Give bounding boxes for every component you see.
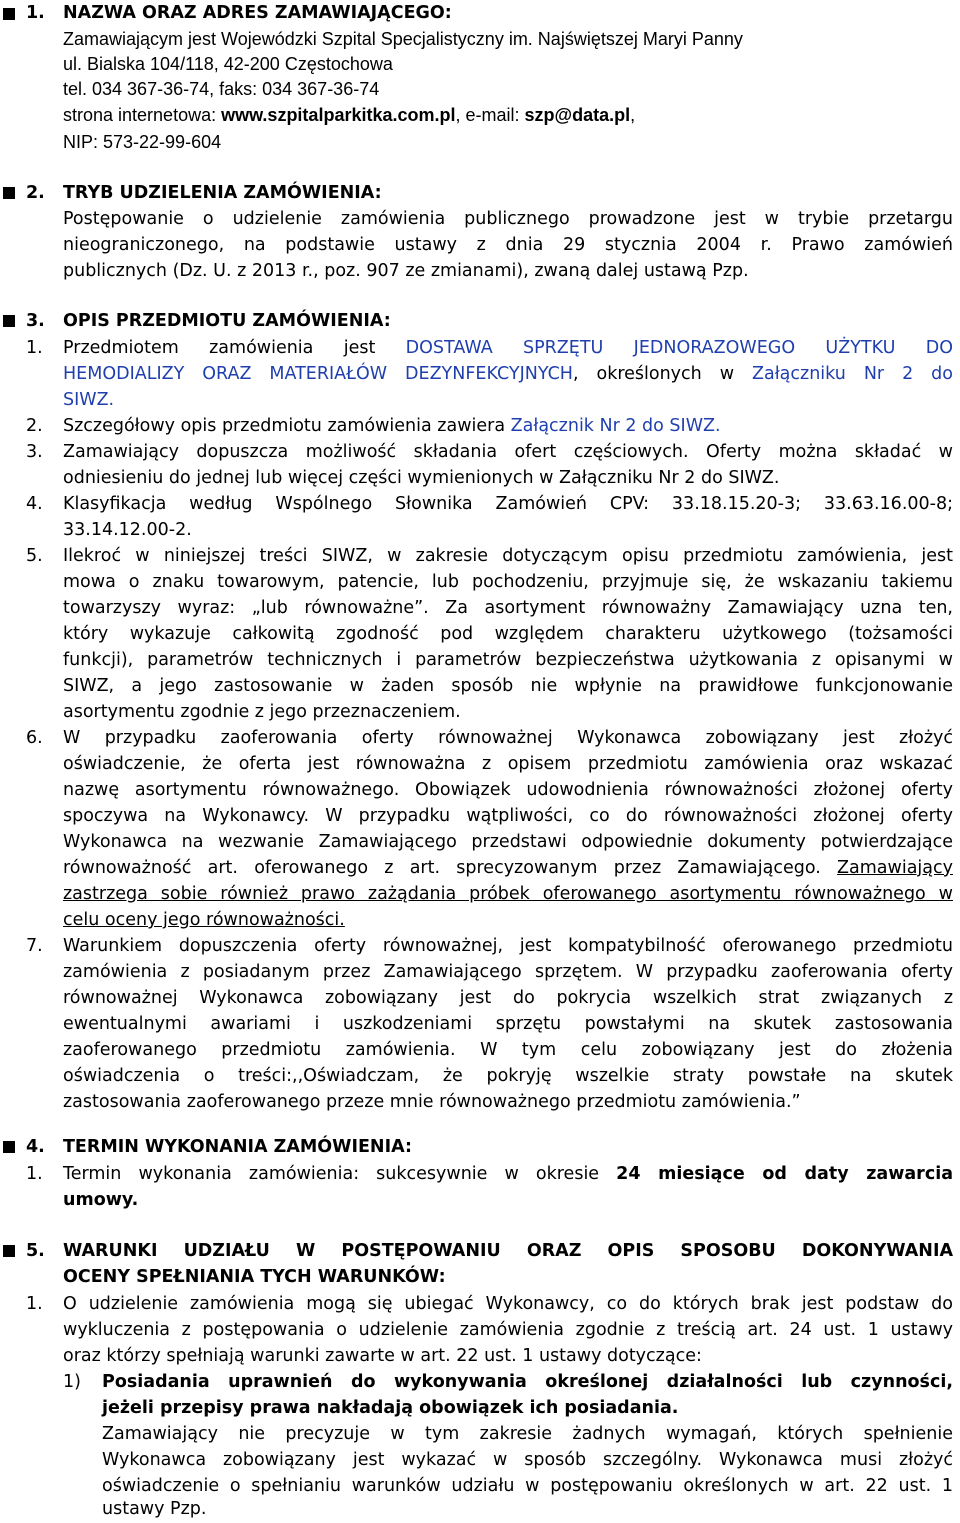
square-bullet-icon xyxy=(2,186,16,200)
bold-text: umowy. xyxy=(63,1190,139,1210)
paragraph-line xyxy=(63,361,953,387)
nip-line: NIP: 573-22-99-604 xyxy=(63,132,222,152)
subject-highlight: HEMODIALIZY ORAZ MATERIAŁÓW DEZYNFEKCYJNYCH xyxy=(63,364,573,384)
item-number: 7. xyxy=(26,936,43,956)
bold-text: jeżeli przepisy prawa nakładają obowiązek ich posiadania. xyxy=(102,1398,679,1418)
paragraph-line: spoczywa na Wykonawcy. W przypadku wątpliwości, co do równoważności złożonej oferty xyxy=(63,806,953,826)
section-5-title: OCENY SPEŁNIANIA TYCH WARUNKÓW: xyxy=(63,1267,446,1287)
text: równoważność art. oferowanego z art. sprecyzowanym przez Zamawiającego. xyxy=(63,858,838,878)
paragraph-line: ustawy Pzp. xyxy=(102,1499,207,1519)
paragraph-line: równoważnej Wykonawca zobowiązany jest do pokrycia wszelkich strat związanych z xyxy=(63,988,953,1008)
address-line: tel. 034 367-36-74, faks: 034 367-36-74 xyxy=(63,79,380,99)
paragraph-line xyxy=(63,855,953,881)
paragraph-line: Wykonawca zobowiązany jest wykazać w sposób szczególny. Wykonawca musi złożyć xyxy=(102,1450,953,1470)
subject-highlight: DOSTAWA SPRZĘTU JEDNORAZOWEGO UŻYTKU DO xyxy=(405,338,953,358)
item-number: 1. xyxy=(26,338,43,358)
square-bullet-icon xyxy=(2,1140,16,1154)
paragraph-line: nieograniczonego, na podstawie ustawy z dnia 29 stycznia 2004 r. Prawo zamówień xyxy=(63,235,953,255)
underlined-text: zastrzega sobie również prawo zażądania próbek oferowanego asortymentu równoważnego w xyxy=(63,884,953,904)
section-1-title: NAZWA ORAZ ADRES ZAMAWIAJĄCEGO: xyxy=(63,3,452,23)
attachment-ref: Załączniku Nr 2 do xyxy=(752,364,953,384)
section-1-number: 1. xyxy=(26,3,45,23)
label: strona internetowa: xyxy=(63,105,222,125)
paragraph-line: mowa o znaku towarowym, patencie, lub pochodzeniu, przyjmuje się, że wskazaniu takiemu xyxy=(63,572,953,592)
paragraph-line: Warunkiem dopuszczenia oferty równoważnej, jest kompatybilność oferowanego przedmiotu xyxy=(63,936,953,956)
section-2-title: TRYB UDZIELENIA ZAMÓWIENIA: xyxy=(63,183,382,203)
paragraph-line xyxy=(63,413,953,439)
square-bullet-icon xyxy=(2,314,16,328)
paragraph-line xyxy=(63,335,953,361)
section-4-title: TERMIN WYKONANIA ZAMÓWIENIA: xyxy=(63,1137,412,1157)
paragraph-line: ewentualnymi awariami i uszkodzeniami sprzętu powstałymi na skutek zastosowania xyxy=(63,1014,953,1034)
bold-text: Posiadania uprawnień do wykonywania określonej działalności lub czynności, xyxy=(102,1372,953,1392)
paragraph-line: 33.14.12.00-2. xyxy=(63,520,192,540)
item-number: 1. xyxy=(26,1294,43,1314)
paragraph-line: oraz którzy spełniają warunki zawarte w art. 22 ust. 1 ustawy dotyczące: xyxy=(63,1346,702,1366)
attachment-ref: SIWZ. xyxy=(63,390,115,410)
paragraph-line: zastosowania zaoferowanego przeze mnie równoważnego przedmiotu zamówienia.” xyxy=(63,1092,801,1112)
paragraph-line: zaoferowanego przedmiotu zamówienia. W tym celu zobowiązany jest do złożenia xyxy=(63,1040,953,1060)
paragraph-line: asortymentu zgodnie z jego przeznaczeniem. xyxy=(63,702,461,722)
address-line: ul. Bialska 104/118, 42-200 Częstochowa xyxy=(63,54,393,74)
paragraph-line: oświadczenia o treści:,,Oświadczam, że pokryję wszelkie straty powstałe na skutek xyxy=(63,1066,953,1086)
paragraph-line: publicznych (Dz. U. z 2013 r., poz. 907 ze zmianami), zwaną dalej ustawą Pzp. xyxy=(63,261,749,281)
email-link[interactable]: szp@data.pl xyxy=(524,105,631,125)
paragraph-line: Wykonawca na wezwanie Zamawiającego przedstawi odpowiednie dokumenty potwierdzające xyxy=(63,832,953,852)
item-number: 1. xyxy=(26,1164,43,1184)
paragraph-line: O udzielenie zamówienia mogą się ubiegać Wykonawcy, co do których brak jest podstaw do xyxy=(63,1294,953,1314)
paragraph-line: funkcji), parametrów technicznych i parametrów bezpieczeństwa użytkowania z opisanymi w xyxy=(63,650,953,670)
underlined-text: Zamawiający xyxy=(837,858,953,878)
paragraph-line: Zamawiający nie precyzuje w tym zakresie żadnych wymagań, których spełnienie xyxy=(102,1424,953,1444)
subitem-number: 1) xyxy=(63,1372,81,1392)
text: Termin wykonania zamówienia: sukcesywnie w okresie xyxy=(63,1164,617,1184)
section-5-number: 5. xyxy=(26,1241,45,1261)
item-number: 5. xyxy=(26,546,43,566)
paragraph-line: odniesieniu do jednej lub więcej części wymienionych w Załączniku Nr 2 do SIWZ. xyxy=(63,468,780,488)
item-number: 3. xyxy=(26,442,43,462)
attachment-ref: Załącznik Nr 2 do SIWZ. xyxy=(510,416,721,436)
paragraph-line: W przypadku zaoferowania oferty równoważnej Wykonawca zobowiązany jest złożyć xyxy=(63,728,953,748)
paragraph-line: który wykazuje całkowitą zgodność pod względem charakteru użytkowego (tożsamości xyxy=(63,624,953,644)
square-bullet-icon xyxy=(2,7,16,21)
underlined-text: celu oceny jego równoważności. xyxy=(63,910,345,930)
section-4-number: 4. xyxy=(26,1137,45,1157)
paragraph-line: zamówienia z posiadanym przez Zamawiającego sprzętem. W przypadku zaoferowania oferty xyxy=(63,962,953,982)
paragraph-line xyxy=(63,1161,953,1187)
paragraph-line: Postępowanie o udzielenie zamówienia publicznego prowadzone jest w trybie przetargu xyxy=(63,209,953,229)
paragraph-line: nazwę asortymentu równoważnego. Obowiązek udowodnienia równoważności złożonej oferty xyxy=(63,780,953,800)
paragraph-line: Klasyfikacja według Wspólnego Słownika Zamówień CPV: 33.18.15.20-3; 33.63.16.00-8; xyxy=(63,494,953,514)
bold-text: 24 miesiące od daty zawarcia xyxy=(616,1164,953,1184)
label: , xyxy=(630,105,636,125)
section-3-number: 3. xyxy=(26,311,45,331)
text: Przedmiotem zamówienia jest xyxy=(63,338,406,358)
item-number: 2. xyxy=(26,416,43,436)
square-bullet-icon xyxy=(2,1244,16,1258)
text: , określonych w xyxy=(572,364,752,384)
section-2-number: 2. xyxy=(26,183,45,203)
section-3-title: OPIS PRZEDMIOTU ZAMÓWIENIA: xyxy=(63,311,391,331)
paragraph-line: SIWZ, a jego zastosowanie w żaden sposób nie wpłynie na prawidłowe funkcjonowanie xyxy=(63,676,953,696)
section-5-title: WARUNKI UDZIAŁU W POSTĘPOWANIU ORAZ OPIS SPOSOBU DOKONYWANIA xyxy=(63,1241,953,1261)
paragraph-line: Ilekroć w niniejszej treści SIWZ, w zakresie dotyczącym opisu przedmiotu zamówienia, jest xyxy=(63,546,953,566)
contact-line xyxy=(63,102,953,128)
paragraph-line: oświadczenie, że oferta jest równoważna z opisem przedmiotu zamówienia oraz wskazać xyxy=(63,754,953,774)
text: Szczegółowy opis przedmiotu zamówienia zawiera xyxy=(63,416,511,436)
paragraph-line: wykluczenia z postępowania o udzielenie zamówienia zgodnie z treścią art. 24 ust. 1 ustawy xyxy=(63,1320,953,1340)
paragraph-line: towarzyszy wyraz: „lub równoważne”. Za asortyment równoważny Zamawiający uzna ten, xyxy=(63,598,953,618)
address-line: Zamawiającym jest Wojewódzki Szpital Specjalistyczny im. Najświętszej Maryi Panny xyxy=(63,29,743,49)
item-number: 4. xyxy=(26,494,43,514)
website-link[interactable]: www.szpitalparkitka.com.pl xyxy=(221,105,456,125)
paragraph-line: Zamawiający dopuszcza możliwość składania ofert częściowych. Oferty można składać w xyxy=(63,442,953,462)
label: , e-mail: xyxy=(455,105,525,125)
item-number: 6. xyxy=(26,728,43,748)
paragraph-line: oświadczenie o spełnianiu warunków udziału w postępowaniu określonych w art. 22 ust. 1 xyxy=(102,1476,953,1496)
